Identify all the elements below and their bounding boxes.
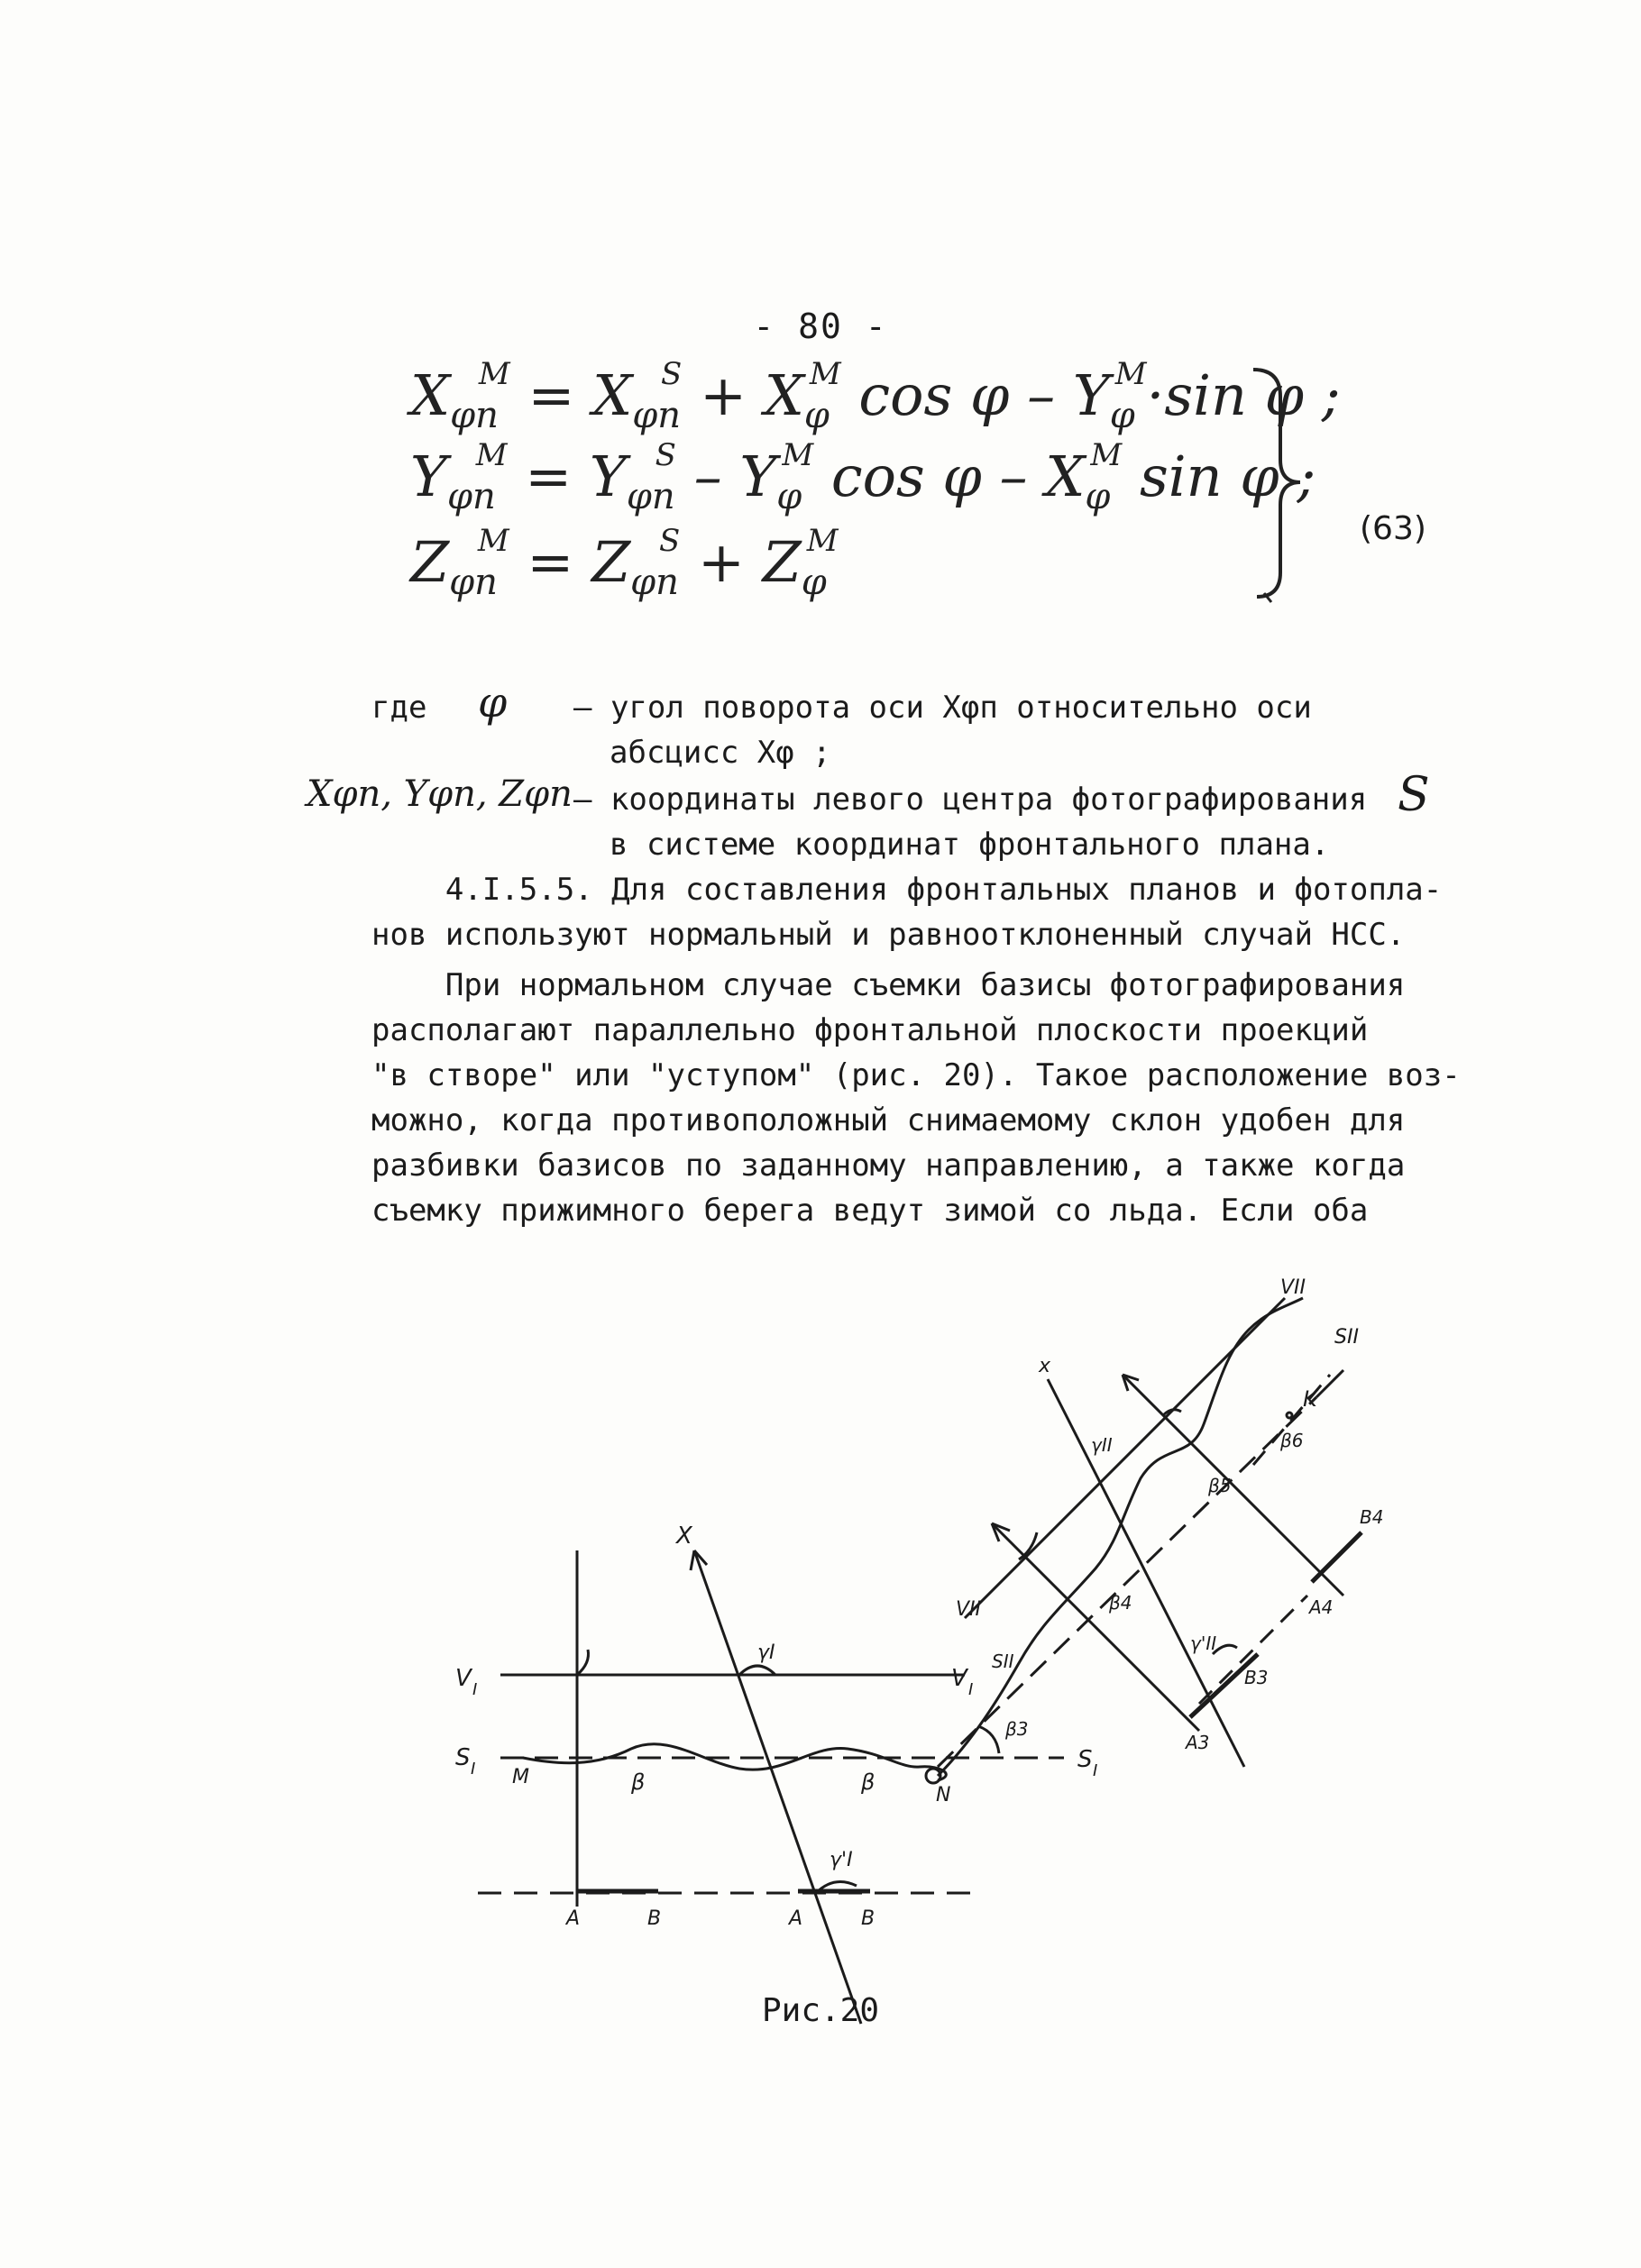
def-phi-text-1: – угол поворота оси Xφп относительно оси — [573, 690, 1312, 726]
equation-number: (63) — [1360, 510, 1426, 547]
fig-angle-b3 — [978, 1726, 999, 1753]
fig-label-s1-left-sub: I — [471, 1760, 476, 1779]
fig-label-x1: X — [676, 1523, 692, 1550]
fig-label-gamma1: γI — [757, 1642, 775, 1664]
fig-label-gamma2: γII — [1091, 1434, 1113, 1456]
fig-line-s2-b — [1253, 1375, 1330, 1465]
fig-label-b2: B — [861, 1907, 876, 1930]
fig-label-gamma2p: γ'II — [1190, 1632, 1217, 1654]
fig-label-beta6: β6 — [1280, 1430, 1304, 1451]
fig-basis-a4b4 — [1312, 1532, 1361, 1582]
figure-caption: Рис.20 — [761, 1992, 880, 2029]
fig-label-b1: B — [647, 1907, 662, 1930]
para-2-line-3: "в створе" или "уступом" (рис. 20). Такое расположение воз- — [371, 1057, 1461, 1093]
fig-angle-v1 — [577, 1650, 589, 1675]
fig-label-s2-mid: SII — [992, 1651, 1014, 1672]
para-2-line-6: съемку прижимного берега ведут зимой со льда. Если оба — [371, 1193, 1369, 1229]
fig-label-v2-top: VII — [1280, 1276, 1306, 1299]
para-1-line-1: 4.I.5.5. Для составления фронтальных планов и фотопла- — [371, 872, 1443, 908]
fig-label-beta5: β5 — [1208, 1475, 1232, 1496]
para-2-line-5: разбивки базисов по заданному направлению, а также когда — [371, 1148, 1406, 1184]
def-coords-text-2: в системе координат фронтального плана. — [610, 827, 1330, 863]
fig-label-b3: B3 — [1244, 1667, 1269, 1688]
fig-line-s2-end — [1316, 1370, 1343, 1397]
fig-label-v1-right-sub: I — [968, 1680, 974, 1699]
fig-label-a2: A — [789, 1907, 803, 1930]
def-s-symbol: S — [1398, 768, 1430, 822]
para-2-line-2: располагают параллельно фронтальной плоскости проекций — [371, 1012, 1369, 1048]
fig-label-a1: A — [566, 1907, 581, 1930]
def-coords-symbol: Xφп, Yφп, Zφп — [307, 773, 573, 815]
fig-label-v1-left-sub: I — [472, 1680, 478, 1699]
fig-label-s1-left: S — [455, 1744, 471, 1771]
fig-label-s2-top: SII — [1334, 1326, 1359, 1349]
page-number: - 80 - — [753, 306, 888, 346]
fig-label-s1-right-sub: I — [1093, 1761, 1098, 1780]
def-phi-text-2: абсцисс Xφ ; — [610, 735, 831, 771]
fig-label-beta4: β4 — [1109, 1592, 1132, 1614]
fig-shore-left — [523, 1744, 946, 1780]
fig-label-v1-right: V — [951, 1665, 967, 1692]
fig-label-b4: B4 — [1360, 1506, 1384, 1528]
para-2-line-4: можно, когда противоположный снимаемому склон удобен для — [371, 1102, 1406, 1139]
fig-label-s1-right: S — [1077, 1746, 1093, 1773]
para-1-line-2: нов используют нормальный и равноотклоненный случай НСС. — [371, 917, 1406, 953]
fig-label-beta1: β — [631, 1770, 646, 1795]
fig-label-m: M — [512, 1766, 529, 1788]
equation-y: $Y_{\varphi п}^M = Y_{\varphi п}^S - Y_\varphi^M$ cos φ – $X_\varphi^M$ sin φ ; — [410, 437, 1316, 517]
fig-label-k: K — [1303, 1386, 1317, 1412]
equation-z: $Z_{\varphi п}^M = Z_{\varphi п}^S + Z_\varphi^M$ — [410, 523, 839, 603]
def-phi-symbol: φ — [478, 678, 508, 727]
fig-line-s2 — [938, 1397, 1316, 1767]
fig-label-a4: A4 — [1309, 1596, 1334, 1618]
fig-label-a3: A3 — [1186, 1732, 1210, 1753]
fig-point-k — [1287, 1413, 1292, 1418]
fig-shore-right — [938, 1298, 1303, 1776]
fig-label-v2-bottom: VII — [956, 1598, 982, 1621]
fig-label-beta2: β — [861, 1770, 876, 1795]
fig-label-v1-left: V — [455, 1665, 472, 1692]
fig-line-v2 — [965, 1298, 1285, 1618]
fig-label-n: N — [936, 1784, 951, 1806]
fig-label-x2: x — [1039, 1355, 1051, 1377]
fig-spacer — [992, 1370, 1168, 1546]
para-2-line-1: При нормальном случае съемки базисы фотографирования — [371, 967, 1406, 1003]
def-where: где — [371, 690, 427, 726]
fig-axis-x1 — [694, 1550, 861, 2024]
fig-label-gamma1p: γ'I — [830, 1849, 853, 1871]
equation-x: $X_{\varphi п}^M = X_{\varphi п}^S + X_\varphi^M$ $\cos \varphi - Y_\varphi^M\cdot\sin$ φ ; — [410, 356, 1341, 436]
fig-arrow-line-1 — [992, 1523, 1199, 1731]
fig-label-beta3: β3 — [1005, 1718, 1029, 1740]
def-coords-text-1: – координаты левого центра фотографирования — [573, 782, 1368, 818]
